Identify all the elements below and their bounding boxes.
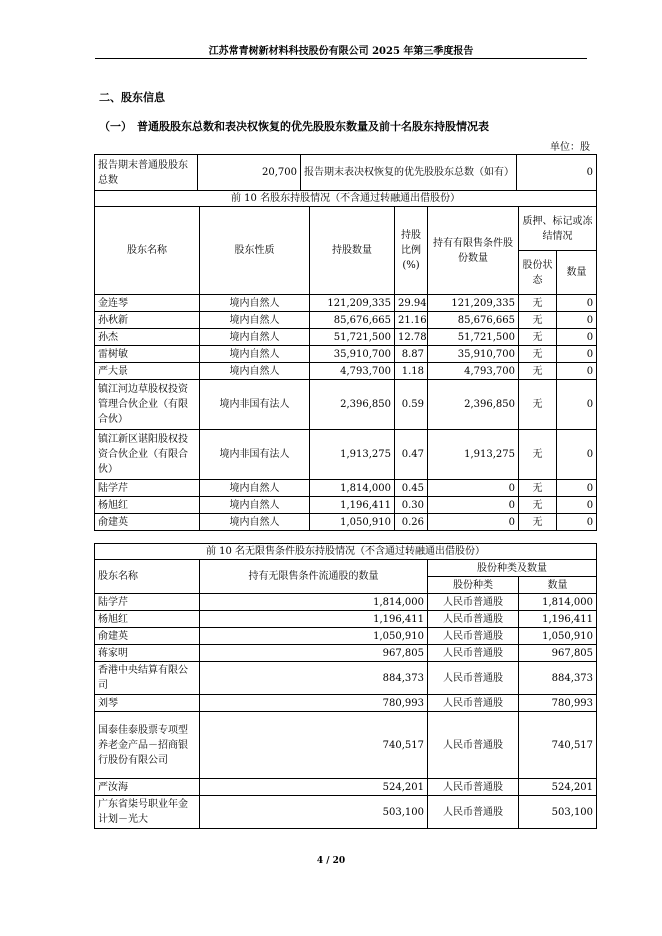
subsection-text: 普通股股东总数和表决权恢复的优先股股东数量及前十名股东持股情况表 <box>137 120 489 133</box>
col-header-pledge-group: 质押、标记或冻结情况 <box>519 207 597 251</box>
table-row <box>95 611 597 628</box>
share-type: 人民币普通股 <box>428 796 519 829</box>
summary-table <box>94 154 597 191</box>
preferred-holders-label: 报告期末表决权恢复的优先股股东总数（如有） <box>301 155 517 191</box>
share-type: 人民币普通股 <box>428 712 519 779</box>
shareholder-nature: 境内自然人 <box>200 497 310 514</box>
share-amount: 884,373 <box>519 662 597 695</box>
share-type: 人民币普通股 <box>428 779 519 796</box>
shares-held: 51,721,500 <box>310 329 395 346</box>
pledge-status: 无 <box>519 380 557 430</box>
share-amount: 780,993 <box>519 695 597 712</box>
pledge-status: 无 <box>519 295 557 312</box>
share-amount: 503,100 <box>519 796 597 829</box>
unrestricted-title: 前 10 名无限售条件股东持股情况（不含通过转融通出借股份） <box>95 544 597 560</box>
table-row <box>95 295 597 312</box>
unrestricted-qty: 1,814,000 <box>200 594 428 611</box>
shares-held: 2,396,850 <box>310 380 395 430</box>
holder-name: 杨旭红 <box>95 611 200 628</box>
shares-held: 1,814,000 <box>310 480 395 497</box>
pledge-qty: 0 <box>557 295 597 312</box>
unrestricted-qty: 1,050,910 <box>200 628 428 645</box>
restricted-shares: 51,721,500 <box>428 329 519 346</box>
share-amount: 740,517 <box>519 712 597 779</box>
u-col-header-qty: 持有无限售条件流通股的数量 <box>200 560 428 594</box>
pledge-qty: 0 <box>557 329 597 346</box>
shares-held: 1,913,275 <box>310 430 395 480</box>
restricted-shares: 1,913,275 <box>428 430 519 480</box>
pledge-status: 无 <box>519 363 557 380</box>
unrestricted-qty: 503,100 <box>200 796 428 829</box>
holding-ratio: 0.47 <box>395 430 428 480</box>
holding-ratio: 0.59 <box>395 380 428 430</box>
table-row <box>95 346 597 363</box>
holding-ratio: 29.94 <box>395 295 428 312</box>
pledge-qty: 0 <box>557 346 597 363</box>
restricted-shares: 0 <box>428 514 519 531</box>
restricted-shares: 85,676,665 <box>428 312 519 329</box>
u-col-header-type: 股份种类 <box>428 577 519 594</box>
holding-ratio: 0.45 <box>395 480 428 497</box>
shareholder-nature: 境内自然人 <box>200 329 310 346</box>
table-row <box>95 712 597 779</box>
restricted-shares: 4,793,700 <box>428 363 519 380</box>
table-row <box>95 329 597 346</box>
share-type: 人民币普通股 <box>428 695 519 712</box>
holder-name: 蒋家明 <box>95 645 200 662</box>
table-row <box>95 662 597 695</box>
shares-held: 1,050,910 <box>310 514 395 531</box>
preferred-holders-value: 0 <box>517 155 597 191</box>
holding-ratio: 8.87 <box>395 346 428 363</box>
shareholder-nature: 境内自然人 <box>200 312 310 329</box>
header-divider <box>95 58 587 59</box>
shareholder-nature: 境内自然人 <box>200 295 310 312</box>
col-header-nature: 股东性质 <box>200 207 310 295</box>
share-type: 人民币普通股 <box>428 662 519 695</box>
u-col-header-type-group: 股份种类及数量 <box>428 560 597 577</box>
shareholder-name: 金连琴 <box>95 295 200 312</box>
table-row <box>95 480 597 497</box>
pledge-qty: 0 <box>557 480 597 497</box>
total-holders-value: 20,700 <box>198 155 301 191</box>
pledge-qty: 0 <box>557 430 597 480</box>
report-header: 江苏常青树新材料科技股份有限公司 2025 年第三季度报告 <box>208 46 474 57</box>
pledge-status: 无 <box>519 430 557 480</box>
shareholder-nature: 境内非国有法人 <box>200 380 310 430</box>
pledge-qty: 0 <box>557 514 597 531</box>
share-amount: 524,201 <box>519 779 597 796</box>
total-holders-label: 报告期末普通股股东总数 <box>95 155 198 191</box>
unit-label: 单位：股 <box>550 142 590 153</box>
table-row <box>95 628 597 645</box>
holder-name: 俞建英 <box>95 628 200 645</box>
table-row <box>95 514 597 531</box>
unrestricted-qty: 967,805 <box>200 645 428 662</box>
holder-name: 陆学芹 <box>95 594 200 611</box>
share-amount: 967,805 <box>519 645 597 662</box>
shareholder-nature: 境内非国有法人 <box>200 430 310 480</box>
pledge-status: 无 <box>519 480 557 497</box>
pledge-status: 无 <box>519 346 557 363</box>
table-row <box>95 779 597 796</box>
page-number: 4 / 20 <box>316 856 346 866</box>
shareholder-nature: 境内自然人 <box>200 346 310 363</box>
shares-held: 121,209,335 <box>310 295 395 312</box>
restricted-shares: 0 <box>428 497 519 514</box>
col-header-name: 股东名称 <box>95 207 200 295</box>
table-row <box>95 363 597 380</box>
share-type: 人民币普通股 <box>428 628 519 645</box>
unrestricted-qty: 780,993 <box>200 695 428 712</box>
col-header-ratio: 持股比例(%) <box>395 207 428 295</box>
shareholder-name: 镇江河边草股权投资管理合伙企业（有限合伙） <box>95 380 200 430</box>
share-type: 人民币普通股 <box>428 594 519 611</box>
col-header-pledge-qty: 数量 <box>557 251 597 295</box>
holding-ratio: 0.26 <box>395 514 428 531</box>
top10-title: 前 10 名股东持股情况（不含通过转融通出借股份） <box>95 191 597 207</box>
shares-held: 35,910,700 <box>310 346 395 363</box>
shareholder-name: 孙杰 <box>95 329 200 346</box>
pledge-qty: 0 <box>557 312 597 329</box>
unrestricted-qty: 884,373 <box>200 662 428 695</box>
holder-name: 刘琴 <box>95 695 200 712</box>
holding-ratio: 21.16 <box>395 312 428 329</box>
shareholder-name: 孙秋新 <box>95 312 200 329</box>
col-header-restricted: 持有有限售条件股份数量 <box>428 207 519 295</box>
shareholder-name: 杨旭红 <box>95 497 200 514</box>
table-row <box>95 695 597 712</box>
shares-held: 85,676,665 <box>310 312 395 329</box>
u-col-header-amount: 数量 <box>519 577 597 594</box>
share-type: 人民币普通股 <box>428 611 519 628</box>
table-row <box>95 645 597 662</box>
share-type: 人民币普通股 <box>428 645 519 662</box>
restricted-shares: 2,396,850 <box>428 380 519 430</box>
holding-ratio: 12.78 <box>395 329 428 346</box>
restricted-shares: 121,209,335 <box>428 295 519 312</box>
pledge-status: 无 <box>519 312 557 329</box>
share-amount: 1,814,000 <box>519 594 597 611</box>
section-title: 二、股东信息 <box>99 91 165 104</box>
shares-held: 1,196,411 <box>310 497 395 514</box>
unrestricted-qty: 1,196,411 <box>200 611 428 628</box>
table-row <box>95 594 597 611</box>
pledge-qty: 0 <box>557 363 597 380</box>
u-col-header-name: 股东名称 <box>95 560 200 594</box>
restricted-shares: 0 <box>428 480 519 497</box>
holding-ratio: 1.18 <box>395 363 428 380</box>
pledge-qty: 0 <box>557 380 597 430</box>
col-header-pledge-status: 股份状态 <box>519 251 557 295</box>
shareholder-name: 严大景 <box>95 363 200 380</box>
pledge-status: 无 <box>519 497 557 514</box>
unrestricted-table <box>94 543 597 829</box>
pledge-status: 无 <box>519 329 557 346</box>
pledge-status: 无 <box>519 514 557 531</box>
table-row <box>95 497 597 514</box>
shareholder-name: 陆学芹 <box>95 480 200 497</box>
unrestricted-qty: 524,201 <box>200 779 428 796</box>
share-amount: 1,196,411 <box>519 611 597 628</box>
holder-name: 严汝海 <box>95 779 200 796</box>
shares-held: 4,793,700 <box>310 363 395 380</box>
holder-name: 国泰佳泰股票专项型养老金产品－招商银行股份有限公司 <box>95 712 200 779</box>
shareholder-name: 俞建英 <box>95 514 200 531</box>
table-row <box>95 312 597 329</box>
shareholder-nature: 境内自然人 <box>200 480 310 497</box>
share-amount: 1,050,910 <box>519 628 597 645</box>
table-row <box>95 796 597 829</box>
col-header-shares: 持股数量 <box>310 207 395 295</box>
shareholder-name: 雷树敏 <box>95 346 200 363</box>
subsection-title <box>99 118 489 134</box>
shareholder-nature: 境内自然人 <box>200 514 310 531</box>
pledge-qty: 0 <box>557 497 597 514</box>
subsection-number: （一） <box>99 120 132 133</box>
shareholder-nature: 境内自然人 <box>200 363 310 380</box>
holder-name: 香港中央结算有限公司 <box>95 662 200 695</box>
table-row <box>95 430 597 480</box>
holder-name: 广东省柒号职业年金计划－光大 <box>95 796 200 829</box>
restricted-shares: 35,910,700 <box>428 346 519 363</box>
table-row <box>95 380 597 430</box>
shareholder-name: 镇江新区谌阳股权投资合伙企业（有限合伙） <box>95 430 200 480</box>
holding-ratio: 0.30 <box>395 497 428 514</box>
top10-table <box>94 190 597 531</box>
unrestricted-qty: 740,517 <box>200 712 428 779</box>
